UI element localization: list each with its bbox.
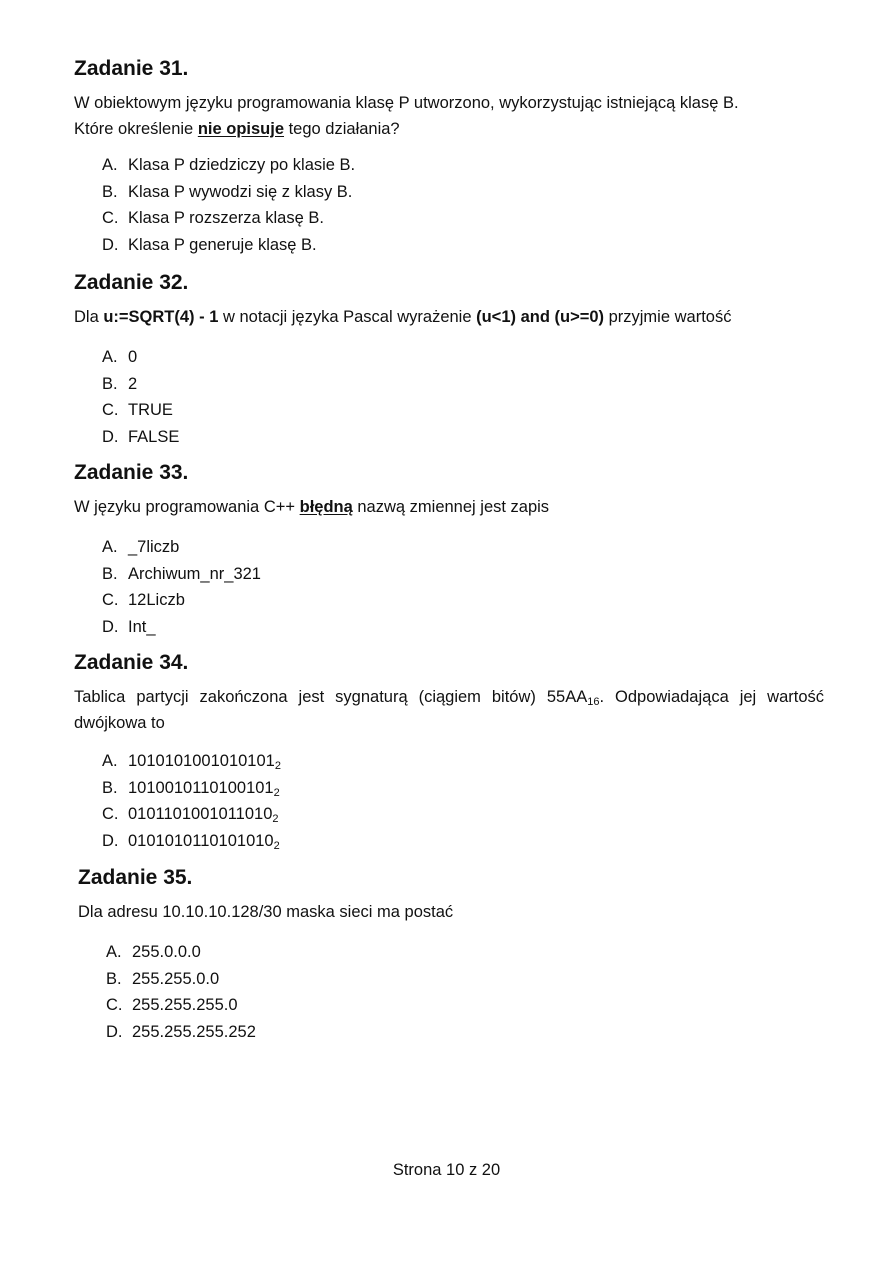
option-text: Klasa P dziedziczy po klasie B. [128, 156, 356, 174]
task-31 [74, 56, 824, 258]
answer-options [102, 748, 824, 854]
question-text: tego działania? [284, 120, 400, 138]
question-text: . Odpowiadająca jej wartość dwójkowa to [74, 688, 825, 732]
answer-option-b [102, 775, 824, 802]
answer-option-c [106, 992, 828, 1019]
answer-option-a [102, 152, 824, 179]
option-text: Klasa P rozszerza klasę B. [128, 209, 324, 227]
question-text: W języku programowania C++ [74, 498, 300, 516]
option-text: 0 [128, 348, 138, 366]
option-letter: A. [102, 752, 118, 770]
answer-options [106, 939, 828, 1045]
option-text: 0101101001011010 [128, 805, 273, 823]
option-text: 255.0.0.0 [132, 943, 201, 961]
option-text: 255.255.0.0 [132, 969, 220, 988]
answer-option-a [102, 344, 824, 371]
task-32 [74, 270, 824, 450]
option-text: FALSE [128, 427, 180, 446]
answer-option-b [102, 179, 824, 206]
option-letter: A. [102, 156, 118, 174]
answer-option-d [102, 424, 824, 451]
task-title: Zadanie 34. [74, 651, 189, 674]
task-question [74, 304, 824, 330]
option-letter: B. [106, 969, 122, 988]
answer-option-d [102, 614, 824, 641]
question-line-1: W obiektowym języku programowania klasę P utworzono, wykorzystując istniejącą klasę B. [74, 94, 739, 112]
answer-option-c [102, 397, 824, 424]
question-emphasis: błędną [299, 498, 353, 516]
answer-option-d [106, 1019, 828, 1046]
answer-option-b [102, 561, 824, 588]
question-text: przyjmie wartość [604, 308, 732, 326]
answer-option-a [106, 939, 828, 966]
option-text: Klasa P wywodzi się z klasy B. [128, 182, 353, 201]
answer-option-b [106, 966, 828, 993]
task-question: Dla adresu 10.10.10.128/30 maska sieci ma postać [78, 903, 454, 921]
question-text: nazwą zmiennej jest zapis [352, 498, 550, 516]
task-title: Zadanie 33. [74, 461, 189, 484]
option-letter: D. [102, 617, 119, 636]
option-letter: B. [102, 182, 118, 201]
option-letter: B. [102, 778, 118, 797]
task-question [74, 494, 824, 520]
option-text: 2 [128, 374, 138, 393]
task-question [74, 684, 824, 736]
option-text: 1010101001010101 [128, 752, 275, 770]
answer-option-d [102, 828, 824, 855]
option-text: Int_ [128, 617, 156, 636]
option-letter: C. [102, 591, 119, 609]
option-letter: B. [102, 374, 118, 393]
answer-options [102, 344, 824, 450]
option-letter: D. [102, 831, 119, 850]
task-33 [74, 460, 824, 640]
option-subscript: 2 [272, 813, 279, 825]
answer-option-c [102, 801, 824, 828]
answer-options [102, 152, 824, 258]
option-text: 255.255.255.252 [132, 1022, 256, 1041]
answer-option-a [102, 534, 824, 561]
option-letter: A. [102, 538, 118, 556]
option-letter: C. [102, 401, 119, 419]
page-number: Strona 10 z 20 [392, 1161, 501, 1179]
option-subscript: 2 [273, 839, 280, 852]
answer-option-c [102, 205, 824, 232]
option-text: Archiwum_nr_321 [128, 564, 261, 583]
option-text: TRUE [128, 401, 173, 419]
question-text: Które określenie [74, 120, 198, 138]
option-subscript: 2 [274, 760, 281, 772]
option-letter: A. [102, 348, 118, 366]
question-subscript: 16 [587, 696, 600, 708]
option-letter: D. [102, 235, 119, 254]
answer-options [102, 534, 824, 640]
answer-option-c [102, 587, 824, 614]
task-title: Zadanie 31. [74, 57, 189, 80]
option-letter: C. [106, 996, 123, 1014]
answer-option-b [102, 371, 824, 398]
question-code-2: (u<1) and (u>=0) [476, 308, 605, 326]
option-letter: B. [102, 564, 118, 583]
question-text: Dla [74, 308, 104, 326]
question-text: Tablica partycji zakończona jest sygnaturą (ciągiem bitów) 55AA [74, 688, 588, 706]
option-text: 1010010110100101 [128, 778, 274, 797]
task-34 [74, 650, 824, 854]
option-letter: C. [102, 805, 119, 823]
task-title: Zadanie 32. [74, 271, 189, 294]
task-title: Zadanie 35. [78, 866, 193, 889]
question-emphasis: nie opisuje [197, 120, 285, 138]
option-subscript: 2 [273, 786, 280, 799]
question-text: w notacji języka Pascal wyrażenie [218, 308, 477, 326]
option-letter: D. [106, 1022, 123, 1041]
answer-option-a [102, 748, 824, 775]
option-letter: D. [102, 427, 119, 446]
option-letter: C. [102, 209, 119, 227]
question-code-1: u:=SQRT(4) - 1 [103, 308, 219, 326]
option-letter: A. [106, 943, 122, 961]
option-text: 12Liczb [128, 591, 185, 609]
task-question [74, 90, 824, 142]
option-text: 255.255.255.0 [132, 996, 238, 1014]
option-text: _7liczb [128, 538, 180, 556]
task-35 [78, 865, 828, 1045]
option-text: Klasa P generuje klasę B. [128, 235, 317, 254]
answer-option-d [102, 232, 824, 259]
option-text: 0101010110101010 [128, 831, 274, 850]
